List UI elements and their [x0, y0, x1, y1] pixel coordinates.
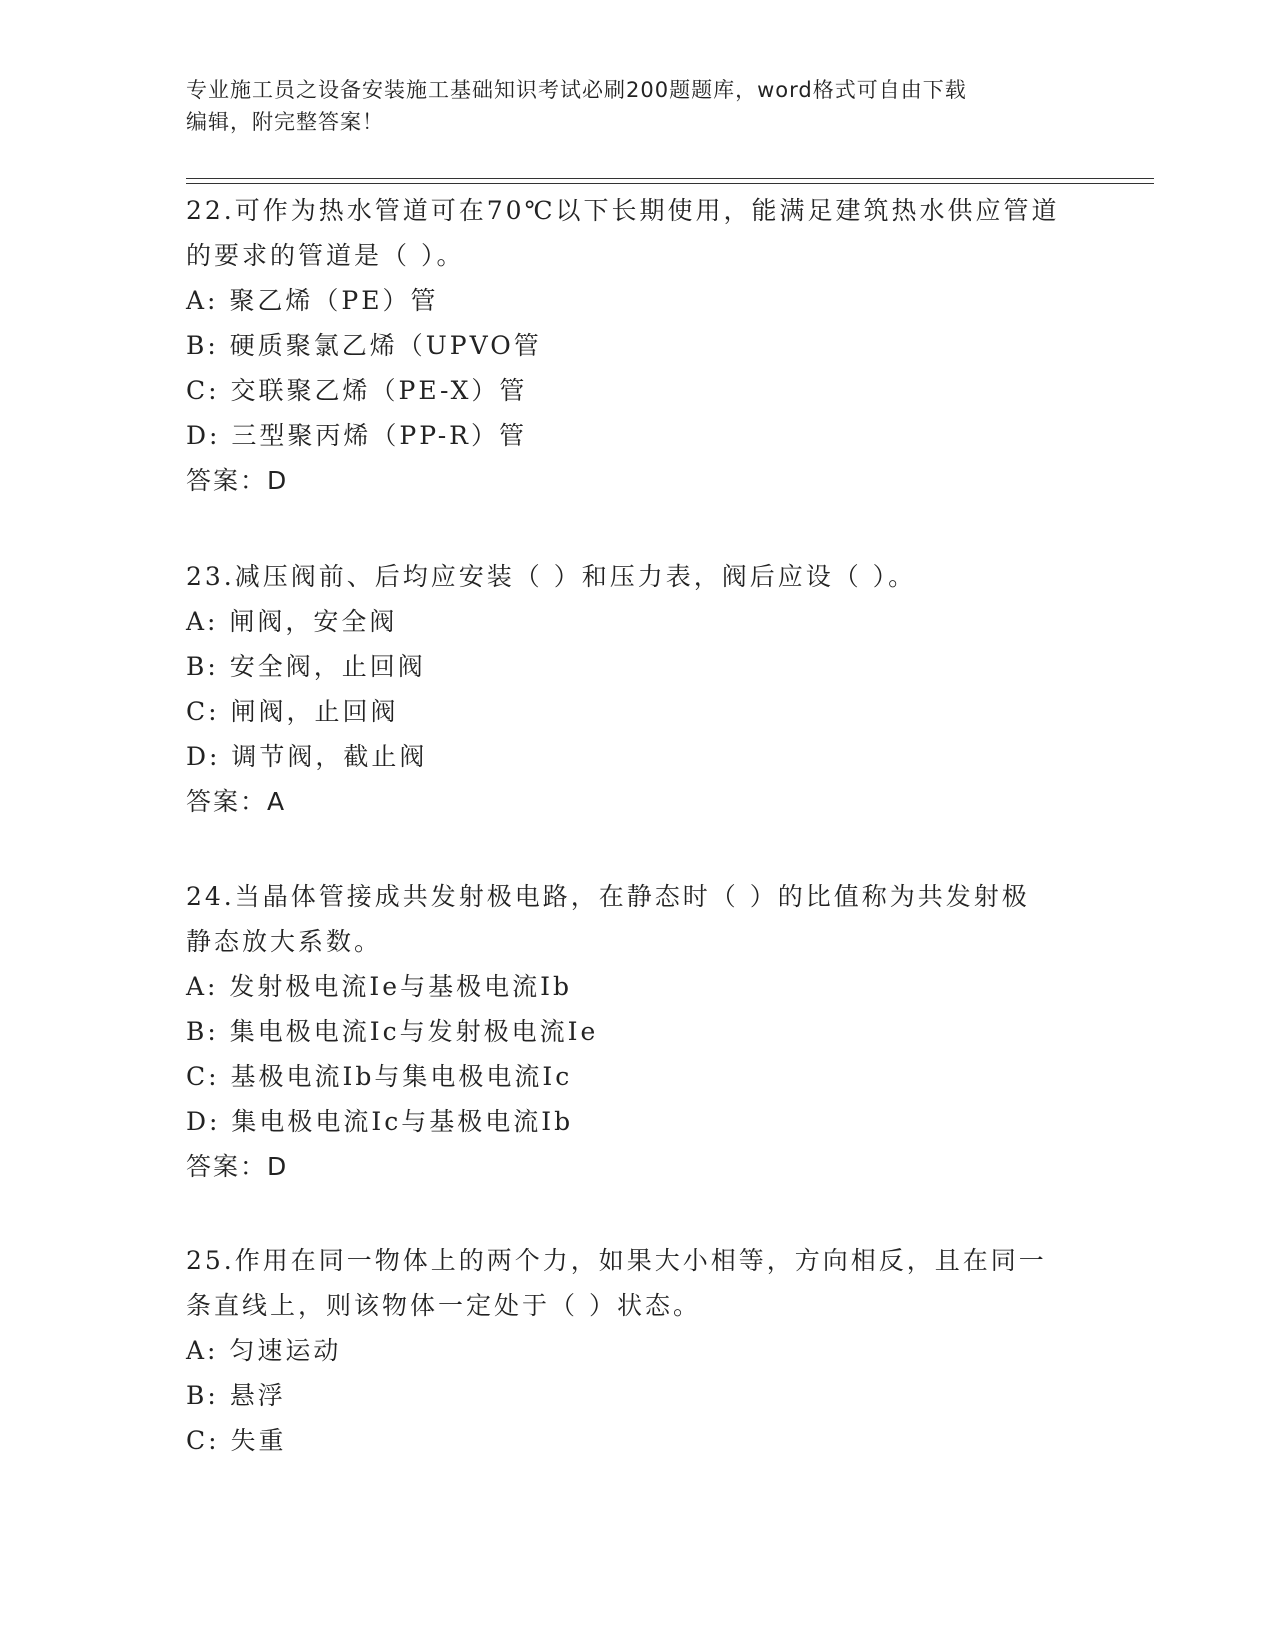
question-stem-line-1: 23.减压阀前、后均应安装（ ）和压力表，阀后应设（ ）。	[186, 562, 917, 591]
option-b: B: 悬浮	[186, 1381, 286, 1410]
header-line-1: 专业施工员之设备安装施工基础知识考试必刷200题题库，word格式可自由下载	[186, 78, 967, 102]
answer: 答案：D	[186, 1152, 289, 1181]
option-d: D: 三型聚丙烯（PP-R）管	[186, 421, 527, 450]
option-b: B: 硬质聚氯乙烯（UPVO管	[186, 331, 542, 360]
header-divider-bottom	[186, 183, 1154, 184]
option-c: C: 交联聚乙烯（PE-X）管	[186, 376, 528, 405]
option-a: A: 发射极电流Ie与基极电流Ib	[186, 972, 572, 1001]
question-24	[186, 874, 1086, 1189]
option-b: B: 集电极电流Ic与发射极电流Ie	[186, 1017, 599, 1046]
question-stem-line-2: 的要求的管道是（ ）。	[186, 241, 465, 270]
answer: 答案：A	[186, 787, 287, 816]
option-d: D: 调节阀，截止阀	[186, 742, 428, 771]
answer: 答案：D	[186, 466, 289, 495]
question-23	[186, 554, 1086, 824]
question-stem-line-1: 24.当晶体管接成共发射极电路，在静态时（ ）的比值称为共发射极	[186, 882, 1030, 911]
option-a: A: 聚乙烯（PE）管	[186, 286, 439, 315]
option-a: A: 匀速运动	[186, 1336, 342, 1365]
question-stem-line-1: 25.作用在同一物体上的两个力，如果大小相等，方向相反，且在同一	[186, 1246, 1047, 1275]
header-divider-top	[186, 178, 1154, 179]
question-stem-line-2: 条直线上，则该物体一定处于（ ）状态。	[186, 1291, 701, 1320]
option-c: C: 闸阀，止回阀	[186, 697, 399, 726]
question-22	[186, 188, 1086, 503]
option-b: B: 安全阀，止回阀	[186, 652, 426, 681]
question-stem-line-1: 22.可作为热水管道可在70℃以下长期使用，能满足建筑热水供应管道	[186, 196, 1060, 225]
document-header	[186, 74, 1086, 138]
option-c: C: 基极电流Ib与集电极电流Ic	[186, 1062, 573, 1091]
option-c: C: 失重	[186, 1426, 287, 1455]
option-a: A: 闸阀，安全阀	[186, 607, 398, 636]
header-line-2: 编辑，附完整答案！	[186, 110, 384, 134]
question-25	[186, 1238, 1086, 1463]
question-stem-line-2: 静态放大系数。	[186, 927, 383, 956]
option-d: D: 集电极电流Ic与基极电流Ib	[186, 1107, 574, 1136]
